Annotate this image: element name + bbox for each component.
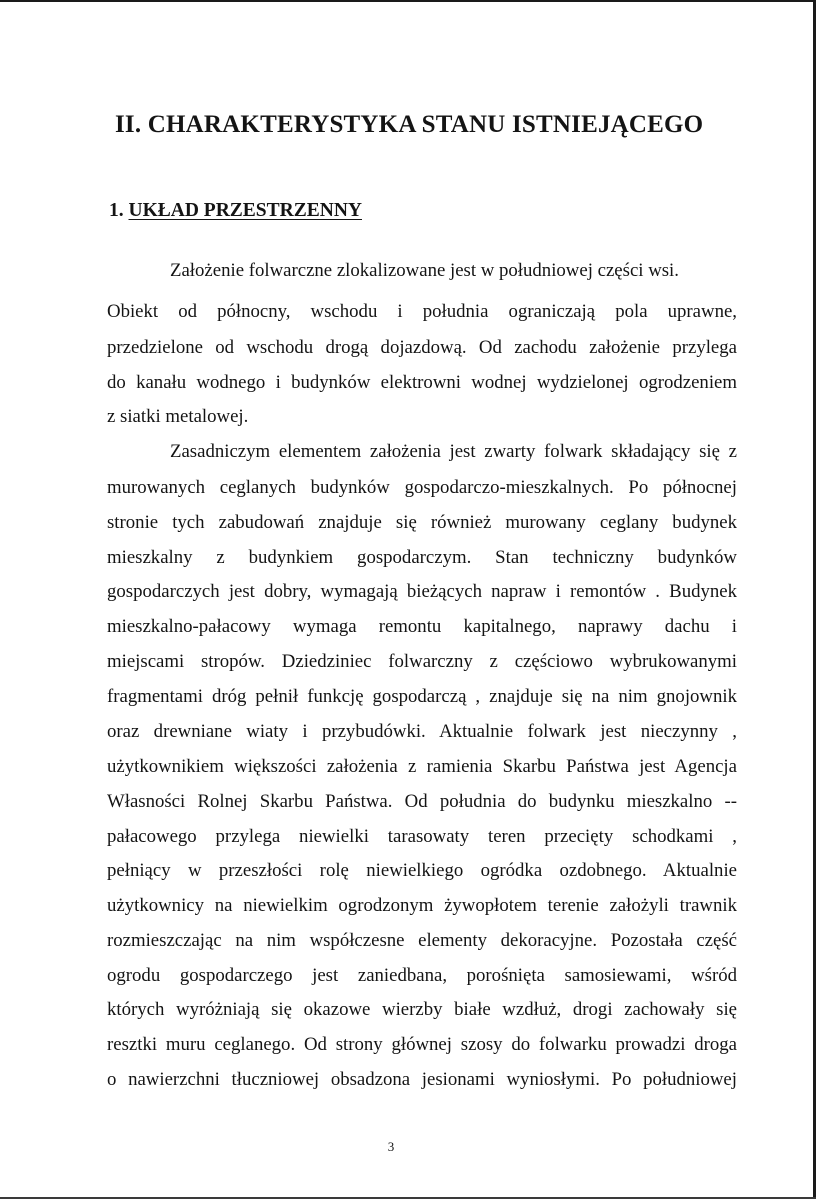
paragraph-line: Obiekt od północny, wschodu i południa ograniczają pola uprawne, [107,301,737,322]
paragraph-line: mieszkalno-pałacowy wymaga remontu kapitalnego, naprawy dachu i [107,616,737,637]
section-heading [109,199,362,223]
paragraph-line: oraz drewniane wiaty i przybudówki. Aktualnie folwark jest nieczynny , [107,721,737,742]
paragraph-line: Własności Rolnej Skarbu Państwa. Od południa do budynku mieszkalno -- [107,791,737,812]
paragraph-line: fragmentami dróg pełnił funkcję gospodarczą , znajduje się na nim gnojownik [107,686,737,707]
paragraph-line: murowanych ceglanych budynków gospodarczo-mieszkalnych. Po północnej [107,477,737,498]
paragraph-line: do kanału wodnego i budynków elektrowni wodnej wydzielonej ogrodzeniem [107,372,737,393]
paragraph-line: przedzielone od wschodu drogą dojazdową. Od zachodu założenie przylega [107,337,737,358]
section-title: UKŁAD PRZESTRZENNY [128,200,362,221]
paragraph-line: pałacowego przylega niewielki tarasowaty teren przecięty schodkami , [107,826,737,847]
paragraph-line: resztki muru ceglanego. Od strony głównej szosy do folwarku prowadzi droga [107,1034,737,1055]
page-title: II. CHARAKTERYSTYKA STANU ISTNIEJĄCEGO [115,111,704,138]
paragraph-line: z siatki metalowej. [107,406,249,427]
paragraph-line: miejscami stropów. Dziedziniec folwarczny z częściowo wybrukowanymi [107,651,737,672]
paragraph-line: użytkownikiem większości założenia z ramienia Skarbu Państwa jest Agencja [107,756,737,777]
paragraph-line: o nawierzchni tłuczniowej obsadzona jesionami wyniosłymi. Po południowej [107,1069,737,1090]
paragraph-line: stronie tych zabudowań znajduje się również murowany ceglany budynek [107,512,737,533]
paragraph-line: których wyróżniają się okazowe wierzby białe wzdłuż, drogi zachowały się [107,999,737,1020]
paragraph-line: mieszkalny z budynkiem gospodarczym. Stan techniczny budynków [107,547,737,568]
page-number: 3 [387,1139,395,1154]
paragraph-line: Założenie folwarczne zlokalizowane jest w południowej części wsi. [170,260,679,281]
paragraph-line: użytkownicy na niewielkim ogrodzonym żywopłotem terenie założyli trawnik [107,895,737,916]
scan-border-top [0,0,816,2]
paragraph-line: ogrodu gospodarczego jest zaniedbana, porośnięta samosiewami, wśród [107,965,737,986]
paragraph-line: Zasadniczym elementem założenia jest zwarty folwark składający się z [170,441,737,462]
paragraph-line: pełniący w przeszłości rolę niewielkiego ogródka ozdobnego. Aktualnie [107,860,737,881]
paragraph-line: gospodarczych jest dobry, wymagają bieżących napraw i remontów . Budynek [107,581,737,602]
section-number: 1. [109,200,129,221]
paragraph-line: rozmieszczając na nim współczesne elementy dekoracyjne. Pozostała część [107,930,737,951]
